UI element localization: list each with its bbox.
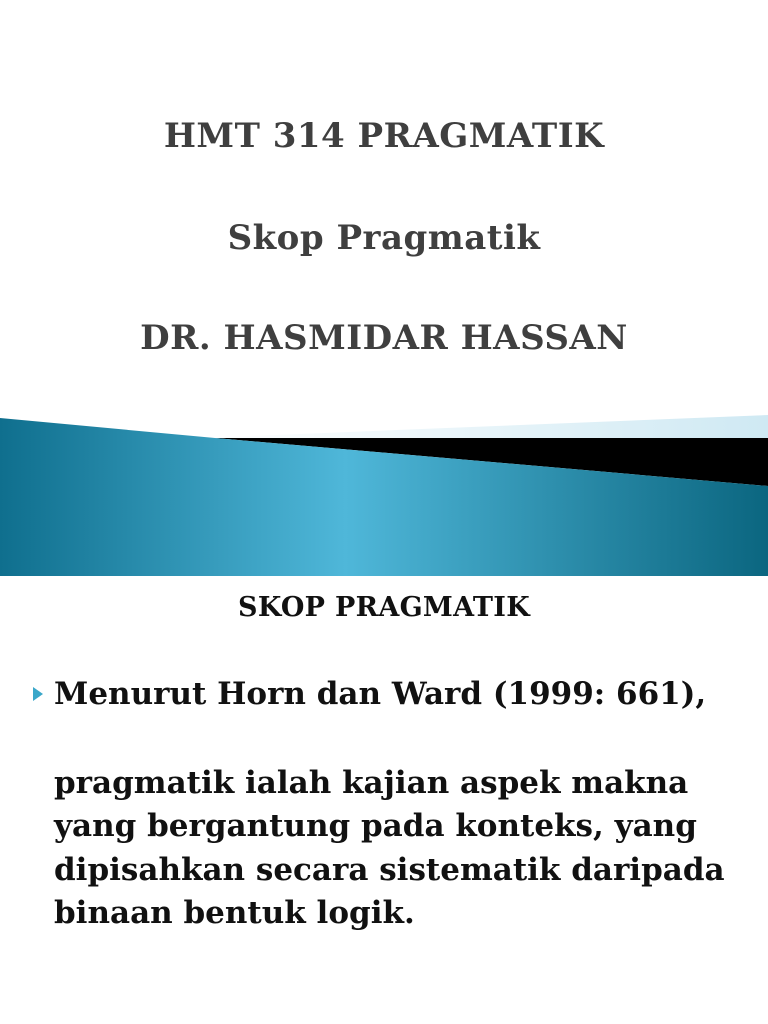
paragraph-line: binaan bentuk logik. bbox=[54, 895, 415, 932]
paragraph-line: yang bergantung pada konteks, yang bbox=[54, 808, 697, 845]
bullet-item bbox=[32, 676, 706, 712]
triangle-right-icon bbox=[32, 686, 44, 702]
slide-heading: SKOP PRAGMATIK bbox=[238, 592, 530, 623]
decorative-wave-band bbox=[0, 400, 768, 576]
course-title: HMT 314 PRAGMATIK bbox=[163, 116, 605, 156]
body-paragraph bbox=[54, 762, 754, 936]
bullet-text: Menurut Horn dan Ward (1999: 661), bbox=[54, 676, 707, 712]
paragraph-line: dipisahkan secara sistematik daripada bbox=[54, 851, 725, 888]
author-name: DR. HASMIDAR HASSAN bbox=[140, 318, 628, 358]
content-slide bbox=[0, 576, 768, 1024]
paragraph-line: pragmatik ialah kajian aspek makna bbox=[54, 765, 689, 801]
slide-subtitle: Skop Pragmatik bbox=[227, 218, 541, 258]
